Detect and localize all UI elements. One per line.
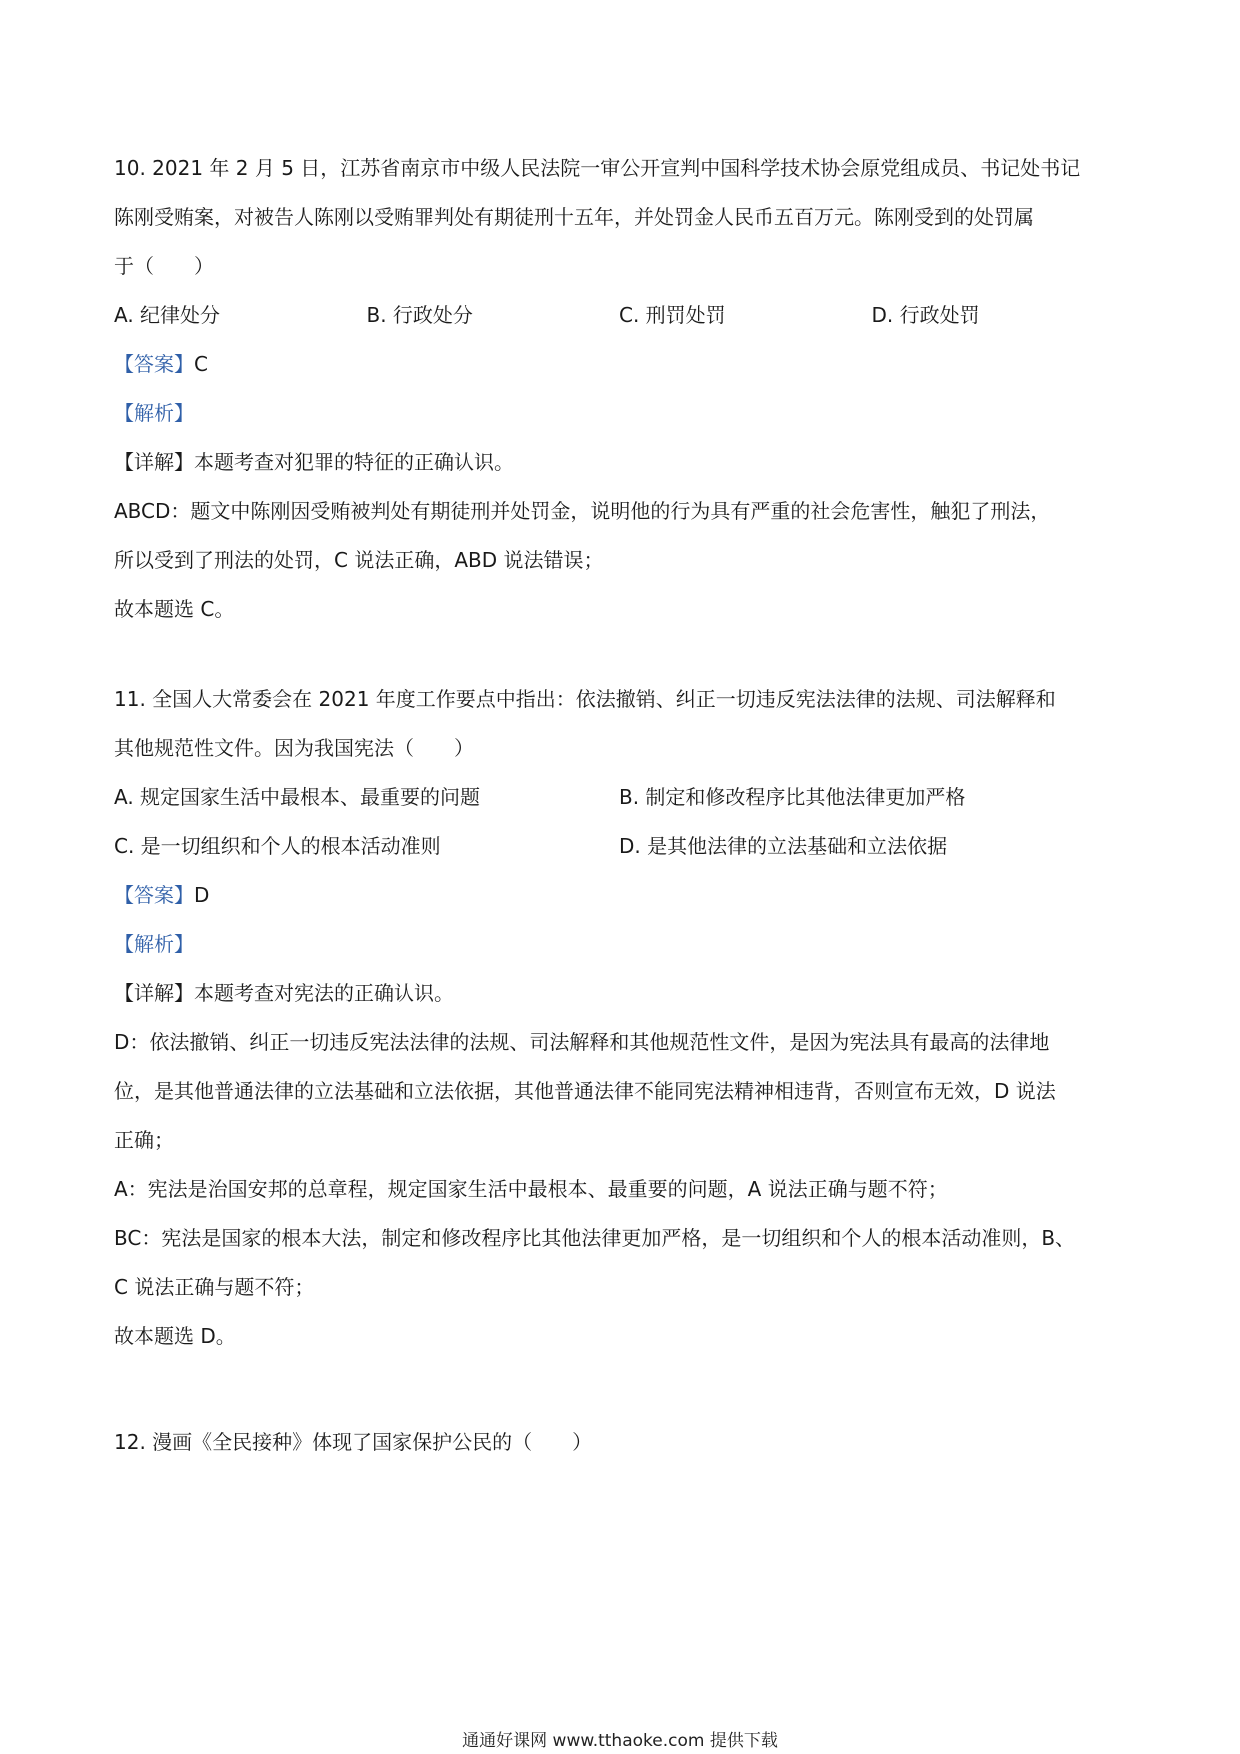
detail-line: C 说法正确与题不符；: [114, 1275, 315, 1299]
detail-line: A：宪法是治国安邦的总章程，规定国家生活中最根本、最重要的问题，A 说法正确与题不符；: [114, 1177, 948, 1201]
answer-tag: 【答案】: [114, 883, 194, 907]
analysis-tag: 【解析】: [114, 401, 194, 425]
question-text-line: 12. 漫画《全民接种》体现了国家保护公民的（ ）: [114, 1430, 593, 1454]
detail-line: 【详解】本题考查对犯罪的特征的正确认识。: [114, 450, 514, 474]
question-text-line: 其他规范性文件。因为我国宪法（ ）: [114, 736, 474, 760]
option-b: B. 制定和修改程序比其他法律更加严格: [619, 785, 966, 809]
detail-line: 【详解】本题考查对宪法的正确认识。: [114, 981, 454, 1005]
option-a: A. 规定国家生活中最根本、最重要的问题: [114, 785, 481, 809]
question-11: [114, 675, 1124, 1361]
answer-line: [114, 871, 1124, 920]
detail-line: ABCD：题文中陈刚因受贿被判处有期徒刑并处罚金，说明他的行为具有严重的社会危害性，触犯了刑法，: [114, 499, 1051, 523]
option-d: D. 是其他法律的立法基础和立法依据: [619, 834, 948, 858]
question-text-line: 陈刚受贿案，对被告人陈刚以受贿罪判处有期徒刑十五年，并处罚金人民币五百万元。陈刚受到的处罚属: [114, 205, 1034, 229]
question-text-line: 11. 全国人大常委会在 2021 年度工作要点中指出：依法撤销、纠正一切违反宪法法律的法规、司法解释和: [114, 687, 1056, 711]
page-footer: 通通好课网 www.tthaoke.com 提供下载: [462, 1731, 778, 1751]
option-c: C. 刑罚处罚: [619, 303, 726, 327]
question-12: [114, 1418, 1124, 1467]
detail-line: 所以受到了刑法的处罚，C 说法正确，ABD 说法错误；: [114, 548, 604, 572]
analysis-tag: 【解析】: [114, 932, 194, 956]
detail-line: D：依法撤销、纠正一切违反宪法法律的法规、司法解释和其他规范性文件，是因为宪法具有最高的法律地: [114, 1030, 1050, 1054]
answer-tag: 【答案】: [114, 352, 194, 376]
question-10: [114, 144, 1124, 634]
option-d: D. 行政处罚: [871, 303, 980, 327]
detail-line: BC：宪法是国家的根本大法，制定和修改程序比其他法律更加严格，是一切组织和个人的根本活动准则，B、: [114, 1226, 1076, 1250]
question-text-line: 10. 2021 年 2 月 5 日，江苏省南京市中级人民法院一审公开宣判中国科学技术协会原党组成员、书记处书记: [114, 156, 1081, 180]
detail-line: 正确；: [114, 1128, 174, 1152]
answer-value: D: [194, 883, 210, 907]
detail-line: 位，是其他普通法律的立法基础和立法依据，其他普通法律不能同宪法精神相违背，否则宣布无效，D 说法: [114, 1079, 1056, 1103]
option-c: C. 是一切组织和个人的根本活动准则: [114, 834, 441, 858]
options-row: [114, 291, 1124, 340]
answer-value: C: [194, 352, 208, 376]
options-row: [114, 822, 1124, 871]
question-text-line: 于（ ）: [114, 254, 214, 278]
option-a: A. 纪律处分: [114, 303, 221, 327]
answer-line: [114, 340, 1124, 389]
detail-line: 故本题选 D。: [114, 1324, 236, 1348]
options-row: [114, 773, 1124, 822]
option-b: B. 行政处分: [366, 303, 473, 327]
detail-line: 故本题选 C。: [114, 597, 235, 621]
